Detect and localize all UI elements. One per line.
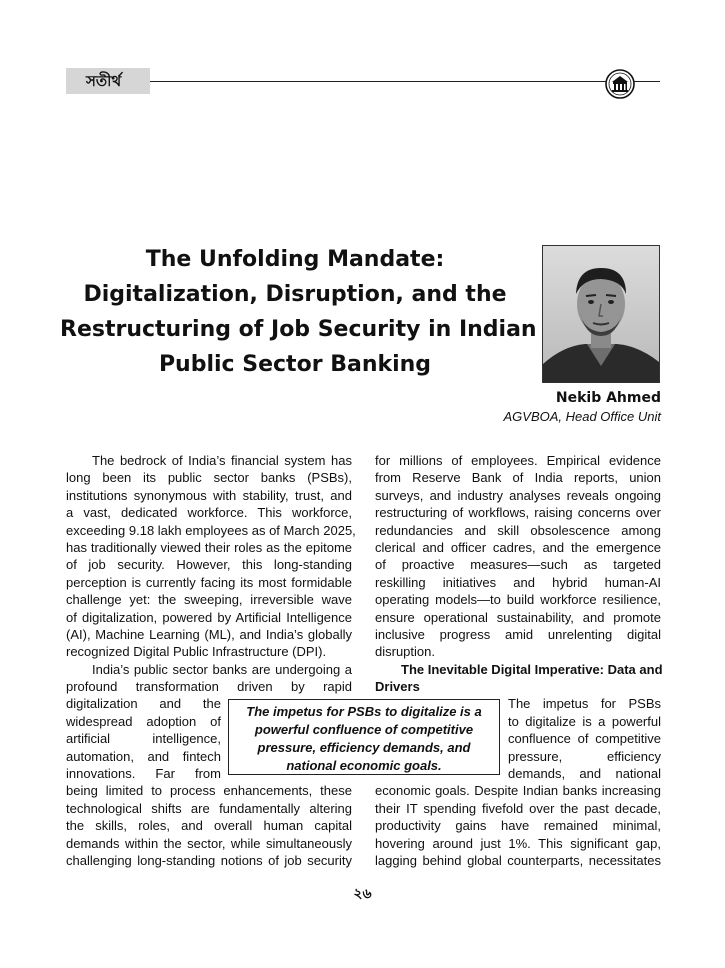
header-rule	[150, 81, 608, 82]
article-title	[60, 242, 537, 382]
body-line: recognized Digital Public Infrastructure (DPI).	[66, 644, 327, 660]
body-line: artificial intelligence,	[66, 731, 221, 747]
body-line: perception is currently facing its most formidable	[66, 574, 352, 590]
body-line: economic goals. Despite Indian banks increasing	[375, 783, 661, 799]
body-line: technological shifts are fundamentally altering	[66, 800, 352, 816]
header-rule-end	[632, 81, 660, 82]
body-line: from Reserve Bank of India reports, union	[375, 470, 661, 486]
body-line: for millions of employees. Empirical evidence	[375, 453, 661, 468]
title-line: Digitalization, Disruption, and the	[83, 282, 507, 307]
body-line: India’s public sector banks are undergoing a	[92, 661, 352, 677]
author-name: Nekib Ahmed	[555, 390, 661, 406]
body-line: the skills, roles, and overall human capital	[66, 818, 352, 834]
body-line: (AI), Machine Learning (ML), and India’s globally	[66, 626, 352, 642]
body-line: digitalization and the	[66, 696, 221, 712]
body-line: institutions synonymous with stability, trust, and	[66, 487, 352, 503]
body-line: pressure, efficiency	[508, 748, 661, 764]
page-number: ২৬	[353, 886, 372, 902]
body-line: hovering around just 1%. This significant gap,	[375, 835, 661, 851]
body-line: of job security. However, this long-standing	[66, 557, 352, 573]
body-line: demands within the sector, while simultaneously	[66, 835, 352, 851]
section-tag: সতীর্থ	[66, 68, 150, 94]
body-line: confluence of competitive	[508, 731, 661, 747]
body-line: operating models—to build workforce resilience,	[375, 592, 661, 608]
pull-quote-line: The impetus for PSBs to digitalize is a	[246, 704, 482, 719]
body-line: inclusive progress amid unrelenting digital	[375, 626, 661, 642]
body-line: widespread adoption of	[66, 713, 221, 729]
body-line: long been its public sector banks (PSBs),	[66, 470, 352, 486]
body-line: of digitalization, powered by Artificial Intelligence	[66, 609, 352, 625]
section-heading: Drivers	[375, 679, 420, 695]
body-line: to digitalize is a powerful	[508, 713, 661, 729]
body-line: demands, and national	[508, 766, 661, 782]
organization-logo-icon	[605, 68, 635, 100]
body-line: profound transformation driven by rapid	[66, 679, 352, 695]
body-line: disruption.	[375, 644, 435, 660]
body-line: innovations. Far from	[66, 766, 221, 782]
body-line: The bedrock of India’s financial system has	[92, 453, 352, 468]
body-line: reskilling initiatives and hybrid human-AI	[375, 574, 661, 590]
section-heading: The Inevitable Digital Imperative: Data and	[401, 661, 663, 677]
author-portrait-icon	[543, 246, 659, 382]
body-line: of proactive measures—such as targeted	[375, 557, 661, 573]
pull-quote-line: powerful confluence of competitive	[254, 722, 474, 737]
body-line: restructuring of workflows, raising concerns over	[375, 505, 661, 521]
body-line: productivity gains have remained minimal,	[375, 818, 661, 834]
author-role: AGVBOA, Head Office Unit	[503, 409, 661, 424]
body-line: challenging long-standing notions of job security	[66, 852, 352, 868]
body-line: clerical and officer cadres, and the emergence	[375, 539, 661, 555]
body-line: their IT spending fivefold over the past decade,	[375, 800, 661, 816]
right-column	[375, 452, 661, 869]
author-photo	[542, 245, 660, 383]
body-line: challenge yet: the sweeping, irreversible wave	[66, 592, 352, 608]
body-line: automation, and fintech	[66, 748, 221, 764]
pull-quote-line: national economic goals.	[286, 758, 442, 773]
left-column	[66, 452, 356, 869]
pull-quote-line: pressure, efficiency demands, and	[257, 740, 471, 755]
title-line: Public Sector Banking	[158, 352, 432, 377]
body-line: The impetus for PSBs	[508, 696, 661, 712]
body-line: exceeding 9.18 lakh employees as of March 2025,	[66, 522, 356, 538]
body-line: ensure operational sustainability, and promote	[375, 609, 661, 625]
body-line: a vast, dedicated workforce. This workforce,	[66, 505, 352, 521]
body-line: surveys, and industry analyses reveals ongoing	[375, 487, 661, 503]
body-line: lagging behind global counterparts, necessitates	[375, 852, 661, 868]
title-line: Restructuring of Job Security in Indian	[60, 317, 537, 342]
title-line: The Unfolding Mandate:	[145, 247, 445, 272]
body-line: redundancies and skill obsolescence among	[375, 522, 661, 538]
body-line: has traditionally viewed their roles as the epitome	[66, 539, 352, 555]
pull-quote	[228, 699, 500, 775]
body-line: being limited to process enhancements, these	[66, 783, 352, 799]
